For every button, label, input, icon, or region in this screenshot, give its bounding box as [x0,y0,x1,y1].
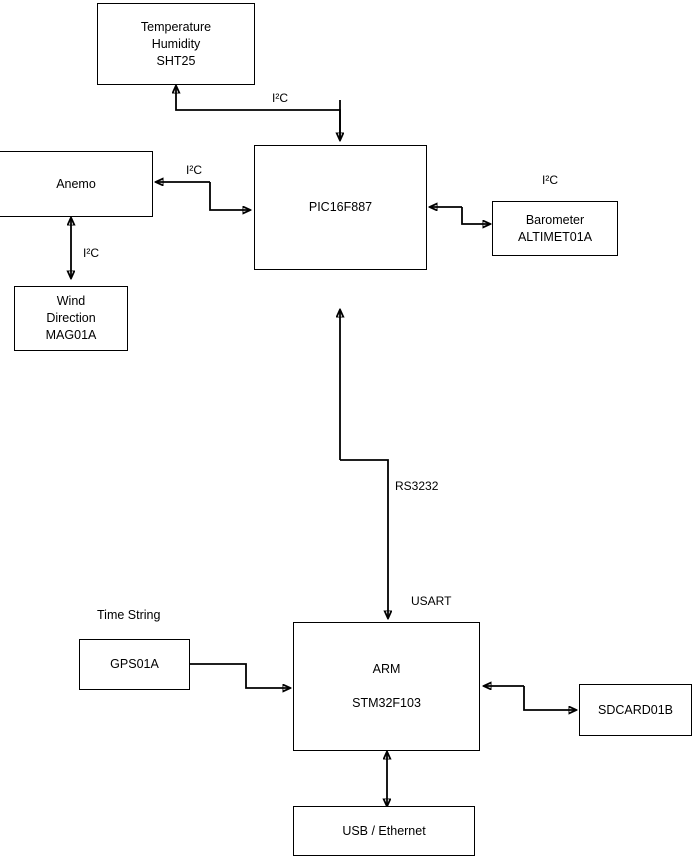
edge-label-i2c-winddir: I²C [83,246,99,260]
edge-label-usart: USART [411,594,452,608]
wire-pic-to-barometer [462,207,490,224]
node-wind-direction-line-1: Wind [56,294,86,308]
node-usb-ethernet[interactable] [293,806,475,856]
node-arm-line-3: STM32F103 [352,696,421,710]
node-sht25-line-3: SHT25 [156,53,196,68]
node-pic16f887[interactable] [254,145,427,270]
edge-label-time-string: Time String [97,608,161,622]
edge-label-rs3232: RS3232 [395,479,439,493]
node-wind-direction-line-2: Direction [46,311,96,325]
wire-arm-to-sdcard [524,686,576,710]
wire-anemo-to-pic [210,182,250,210]
node-sdcard01b-label: SDCARD01B [597,702,674,717]
wire-pic-to-arm [340,460,388,618]
edge-label-i2c-anemo: I²C [186,163,202,177]
edge-label-i2c-barometer: I²C [542,173,558,187]
node-sht25-line-1: Temperature [140,19,212,34]
node-sdcard01b[interactable] [579,684,692,736]
node-arm-line-1: ARM [372,662,401,676]
node-barometer-line-2: ALTIMET01A [517,229,593,244]
node-wind-direction[interactable] [14,286,128,351]
edge-label-i2c-sht25: I²C [272,91,288,105]
node-gps01a[interactable] [79,639,190,690]
node-barometer[interactable] [492,201,618,256]
node-barometer-line-1: Barometer [525,212,585,227]
node-pic16f887-label: PIC16F887 [308,200,373,214]
node-wind-direction-line-3: MAG01A [45,328,97,342]
node-arm-stm32f103[interactable] [293,622,480,751]
wire-gps-to-arm [190,664,290,688]
node-sht25[interactable] [97,3,255,85]
node-anemo-label: Anemo [56,176,96,191]
wire-pic-to-sht25 [176,86,340,140]
node-sht25-line-2: Humidity [151,36,201,51]
node-gps01a-label: GPS01A [110,657,159,671]
node-usb-ethernet-label: USB / Ethernet [342,823,426,838]
node-anemo[interactable] [0,151,153,217]
